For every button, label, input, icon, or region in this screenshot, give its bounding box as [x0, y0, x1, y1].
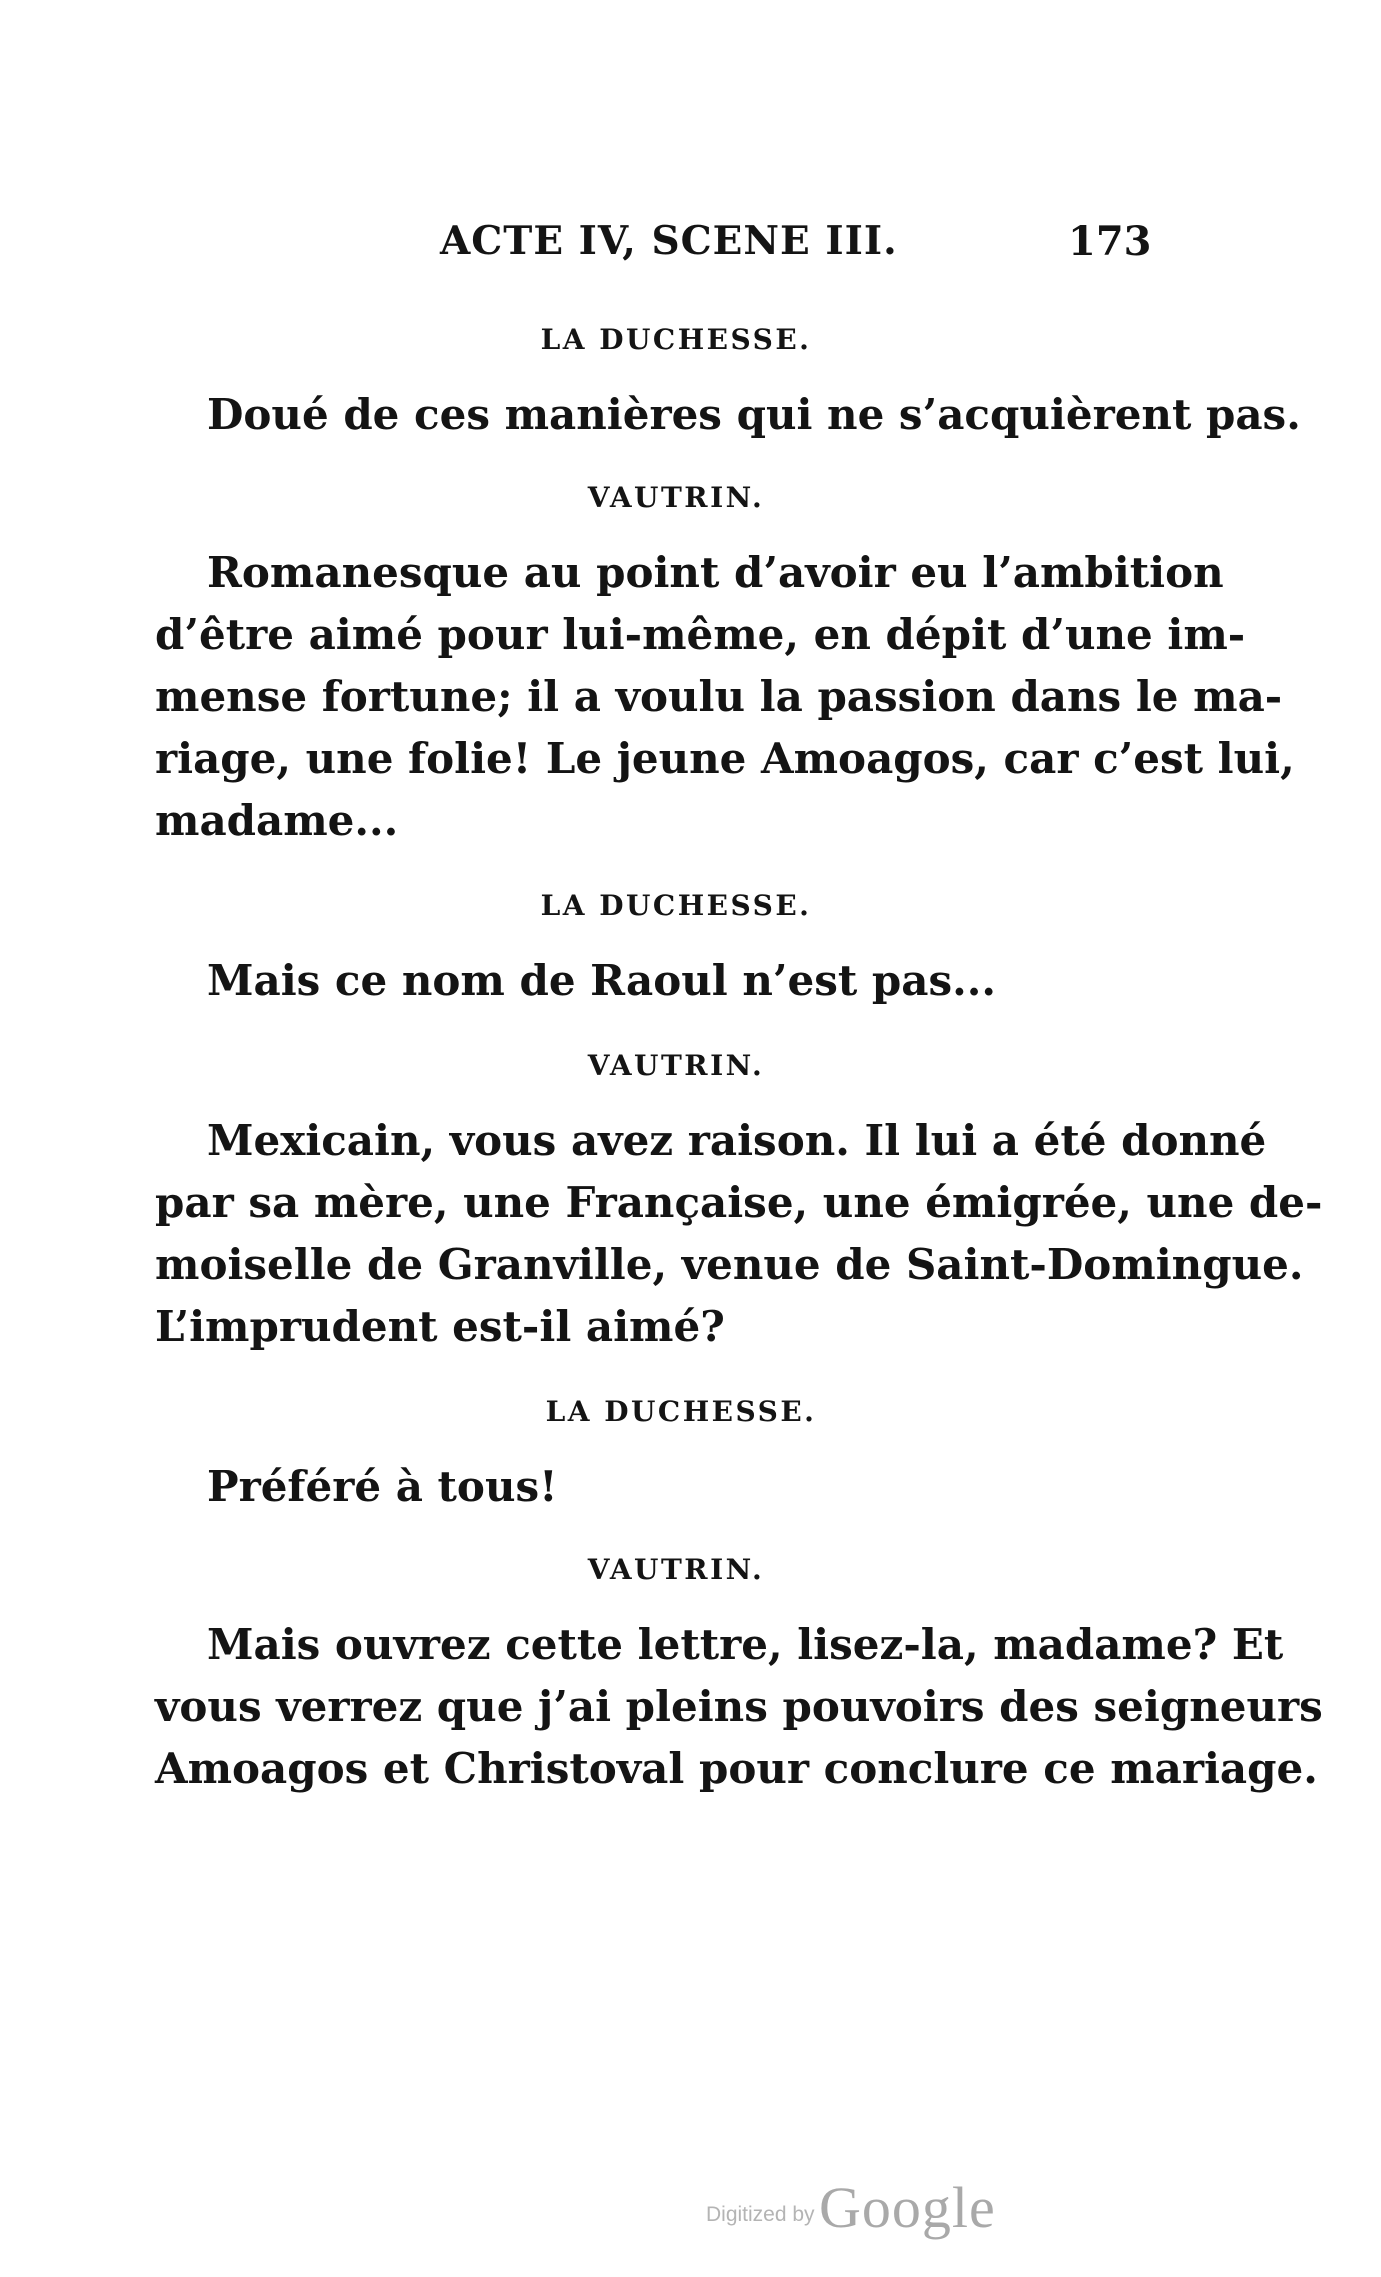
speaker-name: VAUTRIN.: [587, 1553, 765, 1586]
running-head-title: ACTE IV, SCENE III.: [440, 218, 898, 264]
speaker-name: VAUTRIN.: [587, 481, 765, 514]
speaker-name: LA DUCHESSE.: [540, 889, 812, 922]
speaker-name: LA DUCHESSE.: [545, 1395, 817, 1428]
dialogue-line: Romanesque au point d’avoir eu l’ambition: [207, 548, 1224, 597]
dialogue-line: Mais ouvrez cette lettre, lisez-la, madame? Et: [207, 1620, 1284, 1669]
dialogue-line: moiselle de Granville, venue de Saint-Domingue.: [155, 1240, 1304, 1289]
dialogue-line: Préféré à tous!: [207, 1462, 558, 1511]
dialogue-line: madame...: [155, 796, 399, 845]
page-number: 173: [1068, 218, 1152, 265]
dialogue-line: L’imprudent est-il aimé?: [155, 1302, 725, 1351]
speaker-name: LA DUCHESSE.: [540, 323, 812, 356]
play-text: [155, 320, 1323, 1800]
dialogue-line: par sa mère, une Française, une émigrée, une de-: [155, 1178, 1323, 1227]
digitized-by-watermark: [706, 2174, 996, 2241]
speaker-name: VAUTRIN.: [587, 1049, 765, 1082]
dialogue-line: Doué de ces manières qui ne s’acquièrent pas.: [207, 390, 1301, 439]
dialogue-line: d’être aimé pour lui-même, en dépit d’une im-: [155, 610, 1246, 659]
running-head: [0, 218, 1381, 278]
dialogue-line: Amoagos et Christoval pour conclure ce mariage.: [155, 1744, 1318, 1793]
dialogue-line: vous verrez que j’ai pleins pouvoirs des seigneurs: [155, 1682, 1323, 1731]
dialogue-line: mense fortune; il a voulu la passion dans le ma-: [155, 672, 1283, 721]
dialogue-line: Mais ce nom de Raoul n’est pas...: [207, 956, 997, 1005]
digitized-by-label: Digitized by: [706, 2203, 815, 2226]
google-logo: Google: [819, 2175, 996, 2240]
dialogue-line: Mexicain, vous avez raison. Il lui a été donné: [207, 1116, 1267, 1165]
dialogue-line: riage, une folie! Le jeune Amoagos, car c’est lui,: [155, 734, 1295, 783]
